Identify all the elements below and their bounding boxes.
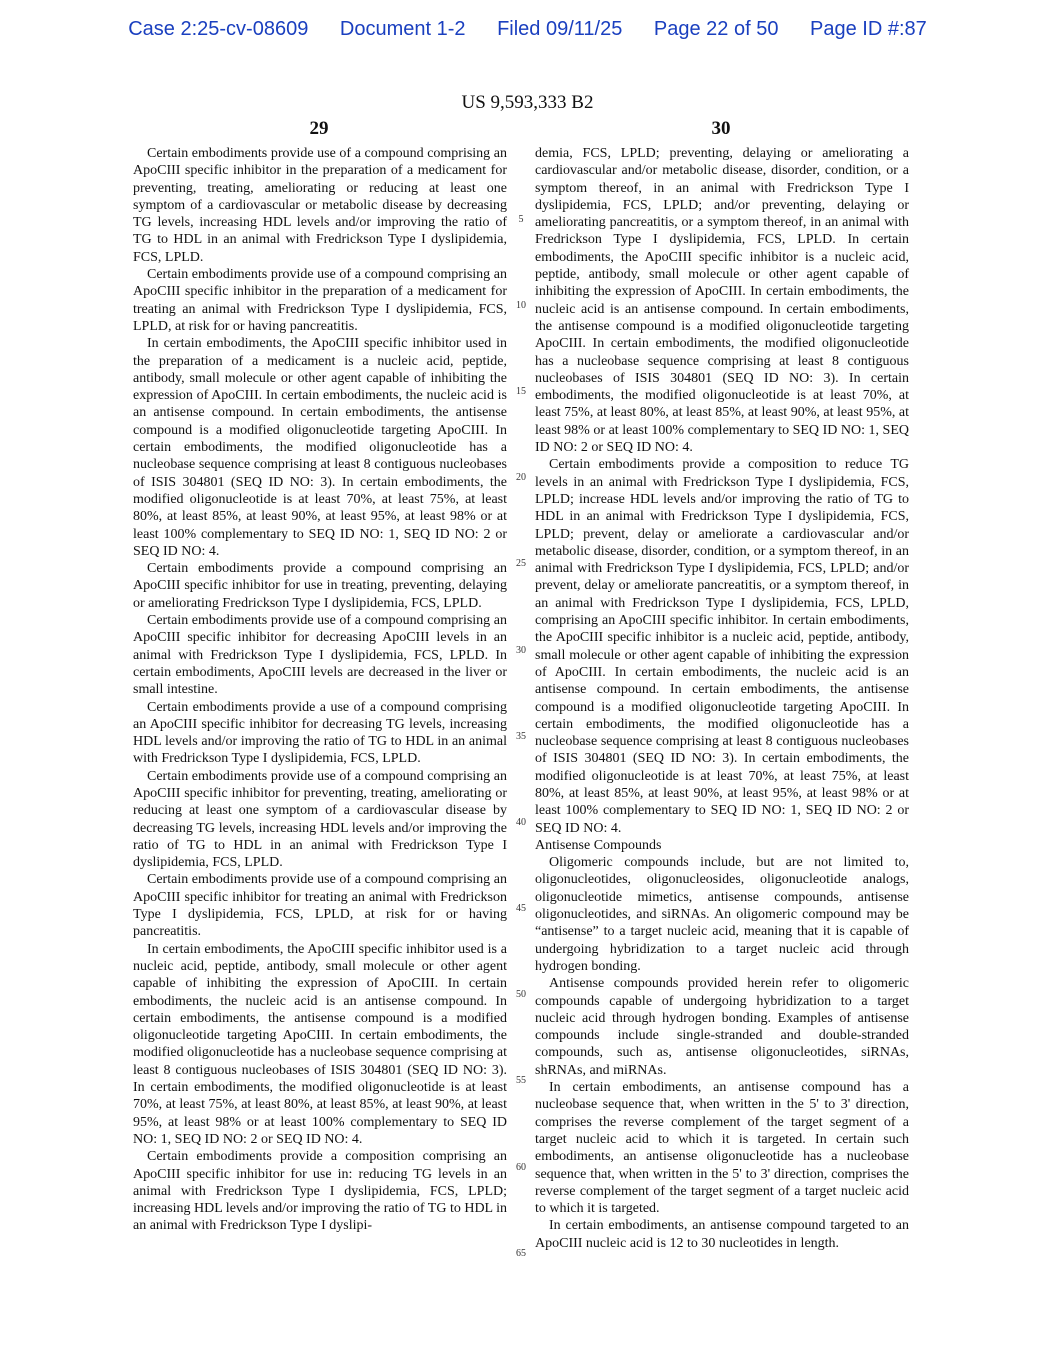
paragraph: Certain embodiments provide use of a compound comprising an ApoCIII specific inhibitor for preventing, treating, ameliorating or reducing at least one symptom of a cardiovascular disease by decreasing TG levels, increasing HDL levels and/or improving the ratio of TG to HDL in an animal with Fredrickson Type I dyslipidemia, FCS, LPLD. <box>133 768 507 871</box>
line-number: 40 <box>516 817 526 828</box>
paragraph: Certain embodiments provide a use of a compound comprising an ApoCIII specific inhibitor for decreasing TG levels, increasing HDL levels and/or improving the ratio of TG to HDL in an animal with Fredrickson Type I dyslipidemia, FCS, LPLD. <box>133 699 507 767</box>
paragraph: Oligomeric compounds include, but are not limited to, oligonucleotides, oligonucleosides, oligonucleotide analogs, oligonucleotide mimetics, antisense compounds, antisense oligonucleotides, and siRNAs. An oligomeric compound may be “antisense” to a target nucleic acid, meaning that it is capable of undergoing hybridization to a target nucleic acid through hydrogen bonding. <box>535 855 909 974</box>
section-heading: Antisense Compounds <box>535 837 662 853</box>
paragraph: In certain embodiments, the ApoCIII specific inhibitor used in the preparation of a medicament is a nucleic acid, peptide, antibody, small molecule or other agent capable of inhibiting the expression of ApoCIII. In certain embodiments, the nucleic acid is an antisense compound. In certain embodiments, the antisense compound is a modified oligonucleotide targeting ApoCIII. In certain embodiments, the modified oligonucleotide has a nucleobase sequence comprising at least 8 contiguous nucleobases of ISIS 304801 (SEQ ID NO: 3). In certain embodiments, the modified oligonucleotide is at least 70%, at least 75%, at least 80%, at least 85%, at least 90%, at least 95%, at least 98% or at least 100% complementary to SEQ ID NO: 1, SEQ ID NO: 2 or SEQ ID NO: 4. <box>133 336 507 559</box>
line-number: 60 <box>516 1162 526 1173</box>
paragraph: Antisense compounds provided herein refer to oligomeric compounds capable of undergoing hybridization to a target nucleic acid through hydrogen bonding. Examples of antisense compounds include single-stranded and double-stranded compounds, such as, antisense oligonucleotides, siRNAs, shRNAs, and miRNAs. <box>535 976 909 1078</box>
case-number: Case 2:25-cv-08609 <box>128 18 309 40</box>
filed-date: Filed 09/11/25 <box>497 18 623 40</box>
page-id: Page ID #:87 <box>810 18 927 40</box>
paragraph: In certain embodiments, an antisense compound has a nucleobase sequence that, when written in the 5' to 3' direction, comprises the reverse complement of the target segment of a target nucleic acid to which it is targeted. In certain such embodiments, an antisense oligonucleotide has a nucleobase sequence that, when written in the 5' to 3' direction, comprises the reverse complement of the target segment of a target nucleic acid to which it is targeted. <box>535 1080 909 1217</box>
right-page-number: 30 <box>711 118 731 139</box>
paragraph: Certain embodiments provide use of a compound comprising an ApoCIII specific inhibitor in the preparation of a medicament for treating an animal with Fredrickson Type I dyslipidemia, FCS, LPLD, at risk for or having pancreatitis. <box>133 267 507 334</box>
line-number: 10 <box>516 300 526 311</box>
paragraph: Certain embodiments provide use of a compound comprising an ApoCIII specific inhibitor for decreasing ApoCIII levels in an animal with Fredrickson Type I dyslipidemia, FCS, LPLD. In certain embodiments, ApoCIII levels are decreased in the liver or small intestine. <box>133 613 507 698</box>
paragraph: In certain embodiments, an antisense compound targeted to an ApoCIII nucleic acid is 12 to 30 nucleotides in length. <box>535 1218 909 1251</box>
page-count: Page 22 of 50 <box>653 18 779 40</box>
paragraph-continued: demia, FCS, LPLD; preventing, delaying or ameliorating a cardiovascular and/or metabolic disease, disorder, condition, or a symptom thereof, in an animal with Fredrickson Type I dyslipidemia, FCS, LPLD; and/or preventing, delaying or ameliorating pancreatitis, or a symptom thereof, in an animal with Fredrickson Type I dyslipidemia, FCS, LPLD. In certain embodiments, the ApoCIII specific inhibitor is a nucleic acid, peptide, antibody, small molecule or other agent capable of inhibiting the expression of ApoCIII. In certain embodiments, the nucleic acid is an antisense compound. In certain embodiments, the antisense compound is a modified oligonucleotide targeting ApoCIII. In certain embodiments, the modified oligonucleotide has a nucleobase sequence comprising at least 8 contiguous nucleobases of ISIS 304801 (SEQ ID NO: 3). In certain embodiments, the modified oligonucleotide is at least 70%, at least 75%, at least 80%, at least 85%, at least 90%, at least 95%, at least 98% or at least 100% complementary to SEQ ID NO: 1, SEQ ID NO: 2 or SEQ ID NO: 4. <box>535 146 909 456</box>
right-column <box>535 145 909 1252</box>
paragraph: In certain embodiments, the ApoCIII specific inhibitor used is a nucleic acid, peptide, antibody, small molecule or other agent capable of inhibiting the expression of ApoCIII. In certain embodiments, the nucleic acid is an antisense compound. In certain embodiments, the antisense compound is a modified oligonucleotide targeting ApoCIII. In certain embodiments, the modified oligonucleotide has a nucleobase sequence comprising at least 8 contiguous nucleobases of ISIS 304801 (SEQ ID NO: 3). In certain embodiments, the modified oligonucleotide is at least 70%, at least 75%, at least 80%, at least 85%, at least 90%, at least 95%, at least 98% or at least 100% complementary to SEQ ID NO: 1, SEQ ID NO: 2 or SEQ ID NO: 4. <box>133 941 507 1147</box>
line-number: 55 <box>516 1075 526 1086</box>
paragraph: Certain embodiments provide a compound comprising an ApoCIII specific inhibitor for use in treating, preventing, delaying or ameliorating Fredrickson Type I dyslipidemia, FCS, LPLD. <box>133 561 507 611</box>
paragraph: Certain embodiments provide use of a compound comprising an ApoCIII specific inhibitor in the preparation of a medicament for preventing, treating, ameliorating or reducing at least one symptom of a cardiovascular or metabolic disease by decreasing TG levels, increasing HDL levels and/or improving the ratio of TG to HDL in an animal with Fredrickson Type I dyslipidemia, FCS, LPLD. <box>133 146 507 265</box>
document-number: Document 1-2 <box>339 18 466 40</box>
line-number: 20 <box>516 472 526 483</box>
paragraph: Certain embodiments provide a composition to reduce TG levels in an animal with Fredrickson Type I dyslipidemia, FCS, LPLD; increase HDL levels and/or improving the ratio of TG to HDL in an animal with Fredrickson Type I dyslipidemia, FCS, LPLD; prevent, delay or ameliorate a cardiovascular and/or metabolic disease, disorder, condition, or a symptom thereof, in an animal with Fredrickson Type I dyslipidemia, FCS, LPLD; and/or prevent, delay or ameliorate pancreatitis, or a symptom thereof, in an animal with Fredrickson Type I dyslipidemia, FCS, LPLD, comprising an ApoCIII specific inhibitor. In certain embodiments, the ApoCIII specific inhibitor is a nucleic acid, peptide, antibody, small molecule or other agent capable of inhibiting the expression of ApoCIII. In certain embodiments, the nucleic acid is an antisense compound. In certain embodiments, the antisense compound is a modified oligonucleotide targeting ApoCIII. In certain embodiments, the modified oligonucleotide has a nucleobase sequence comprising at least 8 contiguous nucleobases of ISIS 304801 (SEQ ID NO: 3). In certain embodiments, the modified oligonucleotide is at least 70%, at least 75%, at least 80%, at least 85%, at least 90%, at least 95%, at least 98% or at least 100% complementary to SEQ ID NO: 1, SEQ ID NO: 2 or SEQ ID NO: 4. <box>535 457 909 836</box>
line-number: 15 <box>516 386 526 397</box>
line-number: 45 <box>516 903 526 914</box>
line-number: 30 <box>516 645 526 656</box>
line-number: 35 <box>516 731 526 742</box>
line-number: 50 <box>516 989 526 1000</box>
paragraph: Certain embodiments provide a composition comprising an ApoCIII specific inhibitor for use in: reducing TG levels in an animal with Fredrickson Type I dyslipidemia, FCS, LPLD; increasing HDL levels and/or improving the ratio of TG to HDL in an animal with Fredrickson Type I dyslipi- <box>133 1149 507 1234</box>
court-filing-header <box>0 18 1055 41</box>
left-page-number: 29 <box>309 118 329 139</box>
patent-number: US 9,593,333 B2 <box>461 92 594 113</box>
line-number: 5 <box>518 214 524 225</box>
paragraph: Certain embodiments provide use of a compound comprising an ApoCIII specific inhibitor for treating an animal with Fredrickson Type I dyslipidemia, FCS, LPLD, at risk for or having pancreatitis. <box>133 872 507 940</box>
line-number: 65 <box>516 1248 526 1259</box>
line-number: 25 <box>516 558 526 569</box>
left-column <box>133 145 507 1235</box>
